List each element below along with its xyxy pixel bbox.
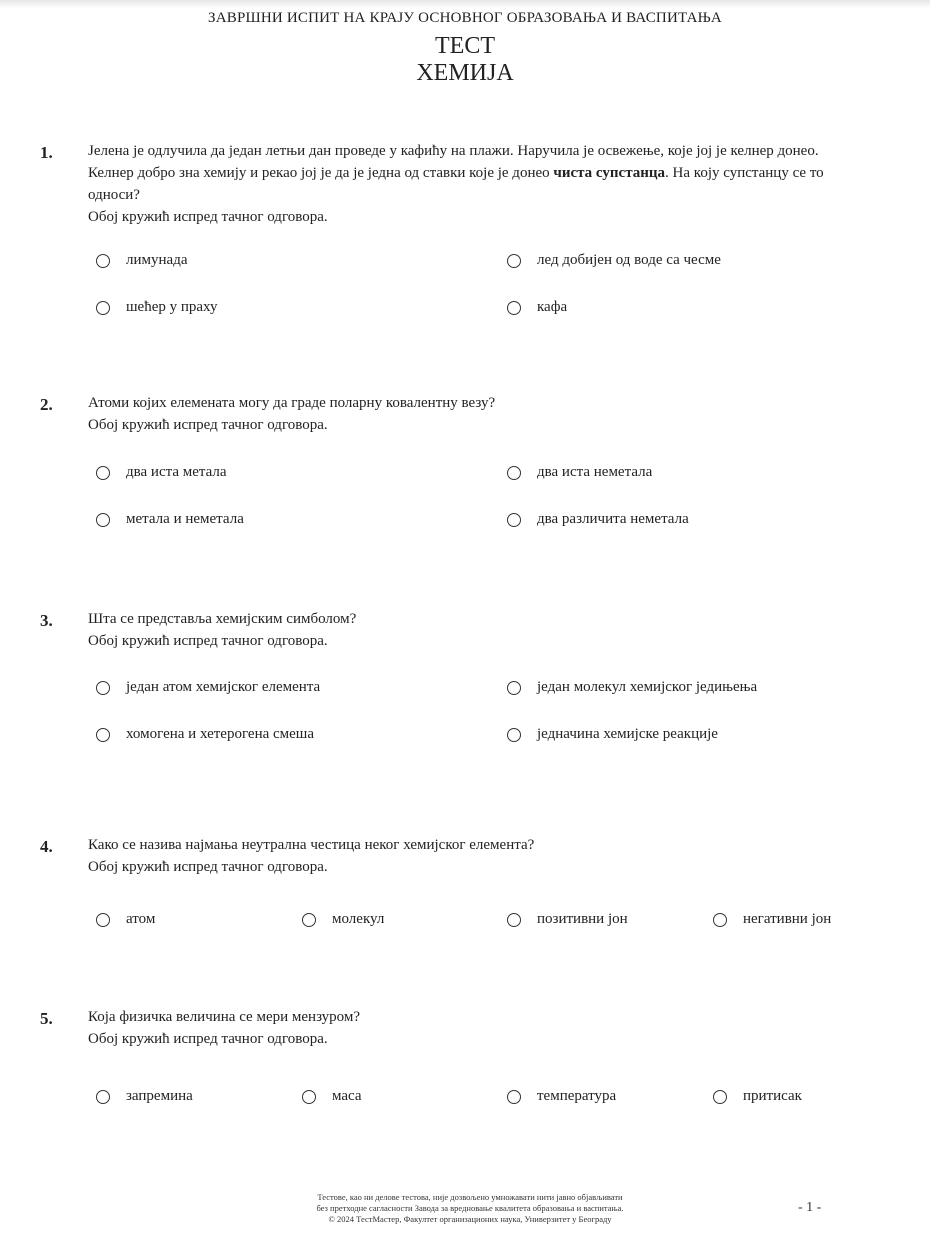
footer-line: Тестове, као ни делове тестова, није дозвољено умножавати нити јавно објављивати [317, 1192, 623, 1202]
question-instruction: Обој кружић испред тачног одговора. [88, 209, 328, 225]
radio-circle-icon[interactable] [507, 254, 521, 268]
answer-option-label: један атом хемијског елемента [126, 679, 321, 695]
question-instruction: Обој кружић испред тачног одговора. [88, 633, 328, 649]
answer-option-label: негативни јон [743, 911, 832, 927]
answer-option-label: запремина [126, 1088, 193, 1104]
radio-circle-icon[interactable] [302, 1090, 316, 1104]
answer-option-label: кафа [537, 299, 568, 315]
answer-option-label: два различита неметала [537, 511, 689, 527]
answer-option-label: једначина хемијске реакције [537, 726, 718, 742]
answer-option-label: притисак [743, 1088, 802, 1104]
question-instruction: Обој кружић испред тачног одговора. [88, 859, 328, 875]
question-text-part: . На коју супстанцу се то односи? [88, 165, 824, 203]
radio-circle-icon[interactable] [507, 728, 521, 742]
page-header [0, 10, 930, 87]
radio-circle-icon[interactable] [96, 513, 110, 527]
answer-option[interactable] [713, 911, 831, 928]
answer-option[interactable] [507, 299, 567, 316]
answer-option[interactable] [96, 911, 155, 928]
answer-option[interactable] [507, 252, 721, 269]
answer-option-label: молекул [332, 911, 385, 927]
answer-option-label: метала и неметала [126, 511, 244, 527]
page-number: - 1 - [798, 1200, 822, 1215]
answer-option-label: један молекул хемијског једињења [537, 679, 758, 695]
copyright-footer [255, 1192, 685, 1225]
test-label: ТЕСТ [435, 33, 495, 59]
question-text-part: Која физичка величина се мери мензуром? [88, 1009, 361, 1025]
answer-option[interactable] [96, 464, 227, 481]
question-number: 2. [40, 395, 53, 414]
footer-line: © 2024 ТестМастер, Факултет организационих наука, Универзитет у Београду [328, 1214, 612, 1224]
radio-circle-icon[interactable] [507, 301, 521, 315]
answer-option[interactable] [507, 679, 757, 696]
question-text-part: Јелена је одлучила да један летњи дан проведе у кафићу на плажи. Наручила је освежење, које јој је келнер донео. Келнер добро зна хемију и рекао јој је да је једна од ставки које је донео [88, 143, 819, 181]
question-number: 1. [40, 143, 53, 162]
radio-circle-icon[interactable] [507, 513, 521, 527]
answer-option[interactable] [96, 511, 244, 528]
answer-option[interactable] [507, 511, 689, 528]
answer-option[interactable] [507, 911, 628, 928]
question-text [88, 1006, 868, 1050]
radio-circle-icon[interactable] [507, 681, 521, 695]
radio-circle-icon[interactable] [713, 913, 727, 927]
question-number: 5. [40, 1009, 53, 1028]
question-number: 3. [40, 611, 53, 630]
answer-option-label: два иста неметала [537, 464, 653, 480]
radio-circle-icon[interactable] [96, 466, 110, 480]
radio-circle-icon[interactable] [302, 913, 316, 927]
radio-circle-icon[interactable] [96, 254, 110, 268]
answer-option-label: два иста метала [126, 464, 227, 480]
answer-option[interactable] [302, 911, 384, 928]
answer-option[interactable] [507, 1088, 616, 1105]
question-text [88, 140, 868, 228]
radio-circle-icon[interactable] [96, 681, 110, 695]
answer-option-label: шећер у праху [126, 299, 218, 315]
answer-option[interactable] [302, 1088, 362, 1105]
question-text [88, 834, 868, 878]
question-text-bold: чиста супстанца [553, 165, 666, 181]
page-top-shadow [0, 0, 930, 8]
question-number: 4. [40, 837, 53, 856]
answer-option[interactable] [96, 679, 320, 696]
answer-option[interactable] [96, 252, 187, 269]
answer-option-label: позитивни јон [537, 911, 628, 927]
footer-line: без претходне сагласности Завода за вредновање квалитета образовања и васпитања. [316, 1203, 624, 1213]
radio-circle-icon[interactable] [507, 466, 521, 480]
answer-option-label: температура [537, 1088, 617, 1104]
answer-option[interactable] [96, 299, 217, 316]
answer-option[interactable] [96, 1088, 193, 1105]
question-text-part: Атоми којих елемената могу да граде поларну ковалентну везу? [88, 395, 496, 411]
question-text [88, 392, 868, 436]
radio-circle-icon[interactable] [507, 1090, 521, 1104]
radio-circle-icon[interactable] [96, 913, 110, 927]
question-text-part: Шта се представља хемијским симболом? [88, 611, 357, 627]
answer-option[interactable] [713, 1088, 802, 1105]
answer-option-label: хомогена и хетерогена смеша [126, 726, 315, 742]
question-instruction: Обој кружић испред тачног одговора. [88, 1031, 328, 1047]
answer-option-label: лед добијен од воде са чесме [537, 252, 721, 268]
answer-option[interactable] [507, 726, 718, 743]
radio-circle-icon[interactable] [713, 1090, 727, 1104]
answer-option-label: лимунада [126, 252, 188, 268]
exam-title: ЗАВРШНИ ИСПИТ НА КРАЈУ ОСНОВНОГ ОБРАЗОВАЊА И ВАСПИТАЊА [208, 10, 722, 26]
answer-option[interactable] [96, 726, 314, 743]
subject-title: ХЕМИЈА [416, 60, 514, 86]
radio-circle-icon[interactable] [96, 1090, 110, 1104]
answer-option-label: атом [126, 911, 156, 927]
radio-circle-icon[interactable] [96, 728, 110, 742]
question-instruction: Обој кружић испред тачног одговора. [88, 417, 328, 433]
radio-circle-icon[interactable] [96, 301, 110, 315]
question-text-part: Како се назива најмања неутрална честица неког хемијског елемента? [88, 837, 535, 853]
radio-circle-icon[interactable] [507, 913, 521, 927]
answer-option[interactable] [507, 464, 652, 481]
answer-option-label: маса [332, 1088, 362, 1104]
question-text [88, 608, 868, 652]
